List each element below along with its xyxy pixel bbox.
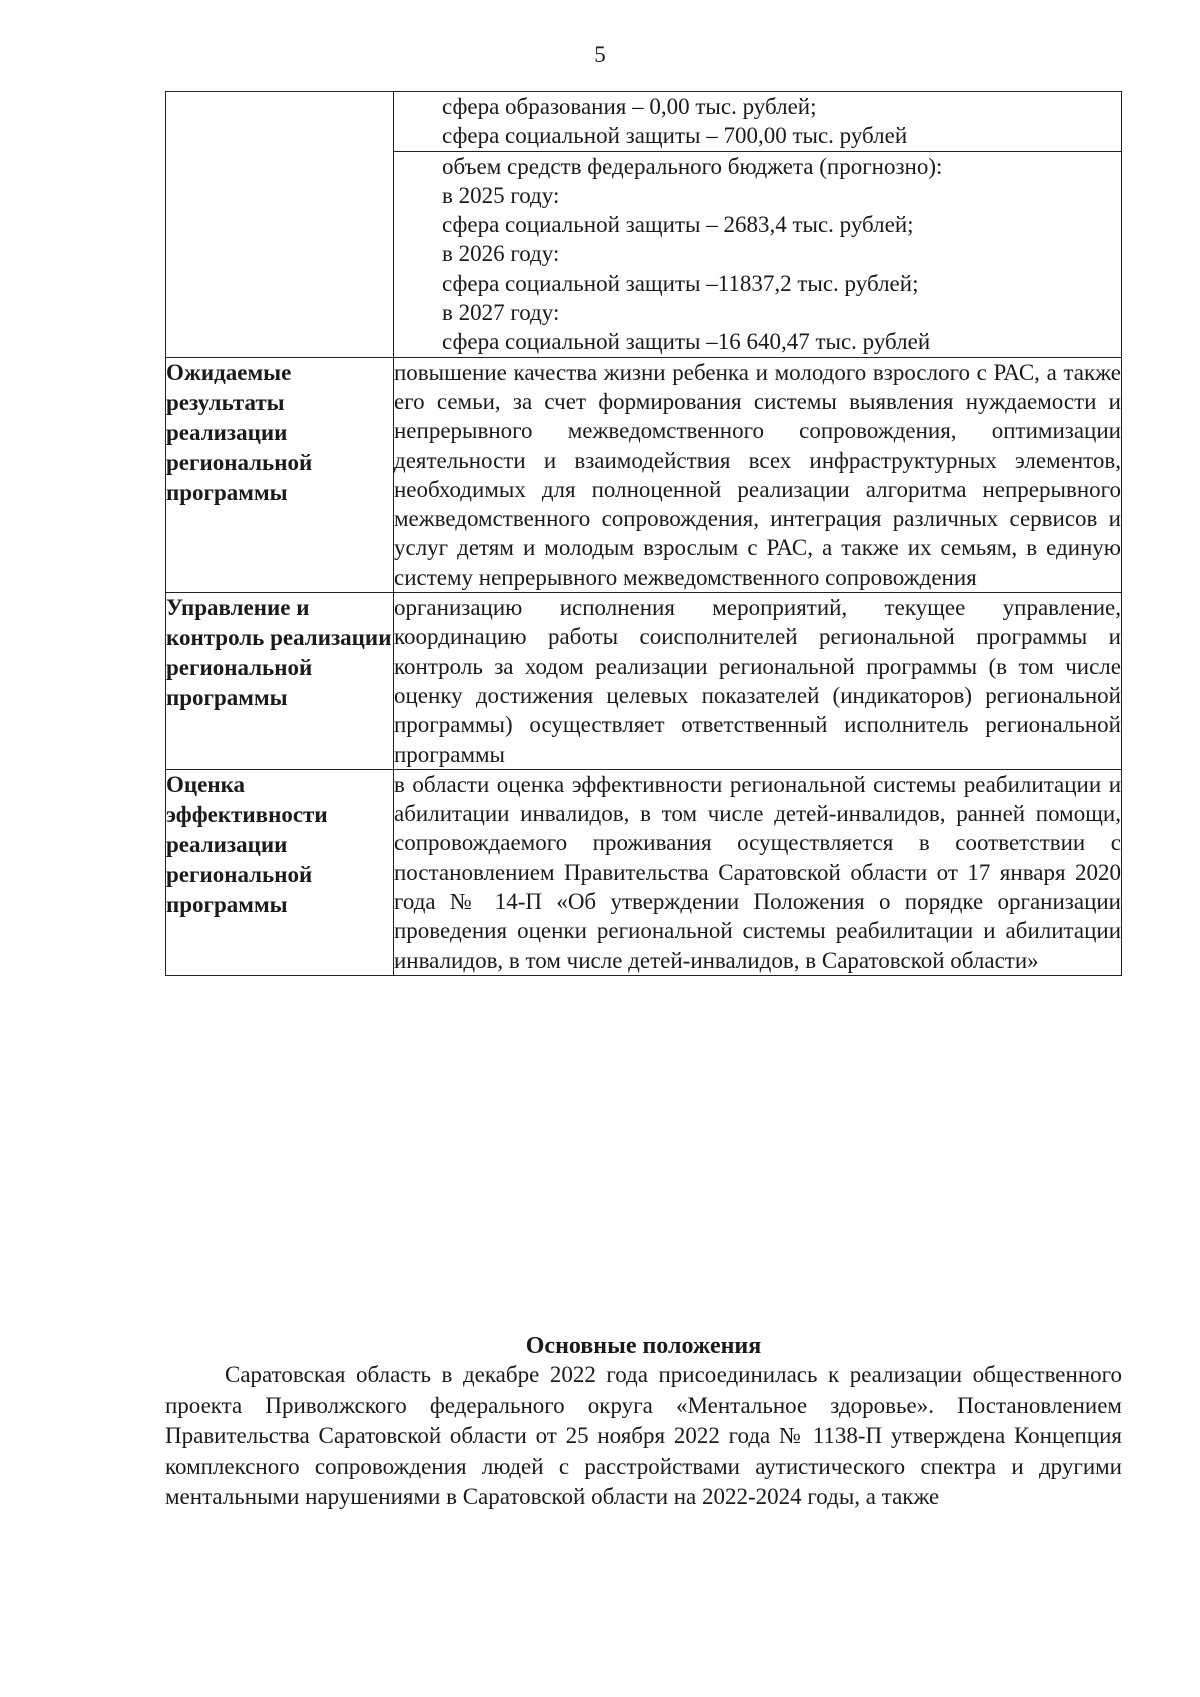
budget-line: объем средств федерального бюджета (прогнозно):	[442, 153, 943, 179]
management-label: Управление и контроль реализации региональной программы	[166, 593, 394, 770]
table-row	[166, 357, 1122, 592]
funding-line: сфера образования – 0,00 тыс. рублей;	[442, 94, 817, 119]
funding-tail-cell	[394, 92, 1122, 152]
table-row	[166, 593, 1122, 770]
expected-results-label: Ожидаемые результаты реализации региональной программы	[166, 357, 394, 592]
program-passport-table	[165, 91, 1122, 976]
management-text: организацию исполнения мероприятий, текущее управление, координацию работы соисполнителей региональной программы и контроль за ходом реализации региональной программы (в том числе оценку достижения целевых показателей (индикаторов) региональной программы) осуществляет ответственный исполнитель региональной программы	[394, 593, 1122, 770]
section-paragraph: Саратовская область в декабре 2022 года присоединилась к реализации общественного проекта Приволжского федерального округа «Ментальное здоровье». Постановлением Правительства Саратовской области от 25 ноября 2022 года № 1138-П утверждена Концепция комплексного сопровождения людей с расстройствами аутистического спектра и другими ментальными нарушениями в Саратовской области на 2022-2024 годы, а также	[165, 1362, 1122, 1509]
budget-line: сфера социальной защиты – 2683,4 тыс. рублей;	[442, 212, 914, 238]
budget-line: сфера социальной защиты –16 640,47 тыс. рублей	[442, 329, 931, 355]
table-row	[166, 769, 1122, 975]
evaluation-text: в области оценка эффективности региональной системы реабилитации и абилитации инвалидов, в том числе детей-инвалидов, ранней помощи, сопровождаемого проживания осуществляется в соответствии с постановлением Правительства Саратовской области от 17 января 2020 года № 14-П «Об утверждении Положения о порядке организации проведения оценки региональной системы реабилитации и абилитации инвалидов, в том числе детей-инвалидов, в Саратовской области»	[394, 769, 1122, 975]
budget-line: в 2027 году:	[442, 300, 560, 326]
page-number: 5	[594, 42, 606, 67]
budget-line: в 2025 году:	[442, 182, 560, 208]
table-row	[166, 92, 1122, 152]
budget-line: в 2026 году:	[442, 241, 560, 267]
evaluation-label: Оценка эффективности реализации региональной программы	[166, 769, 394, 975]
section-heading: Основные положения	[525, 1333, 762, 1359]
budget-line: сфера социальной защиты –11837,2 тыс. рублей;	[442, 270, 919, 296]
funding-line: сфера социальной защиты – 700,00 тыс. рублей	[442, 123, 908, 149]
expected-results-text: повышение качества жизни ребенка и молодого взрослого с РАС, а также его семьи, за счет формирования системы выявления нуждаемости и непрерывного межведомственного сопровождения, оптимизации деятельности и взаимодействия всех инфраструктурных элементов, необходимых для полноценной реализации алгоритма непрерывного межведомственного сопровождения, интеграция различных сервисов и услуг детям и молодым взрослым с РАС, а также их семьям, в единую систему непрерывного межведомственного сопровождения	[394, 357, 1122, 592]
federal-budget-cell	[394, 151, 1122, 357]
empty-label-cell	[166, 92, 394, 358]
